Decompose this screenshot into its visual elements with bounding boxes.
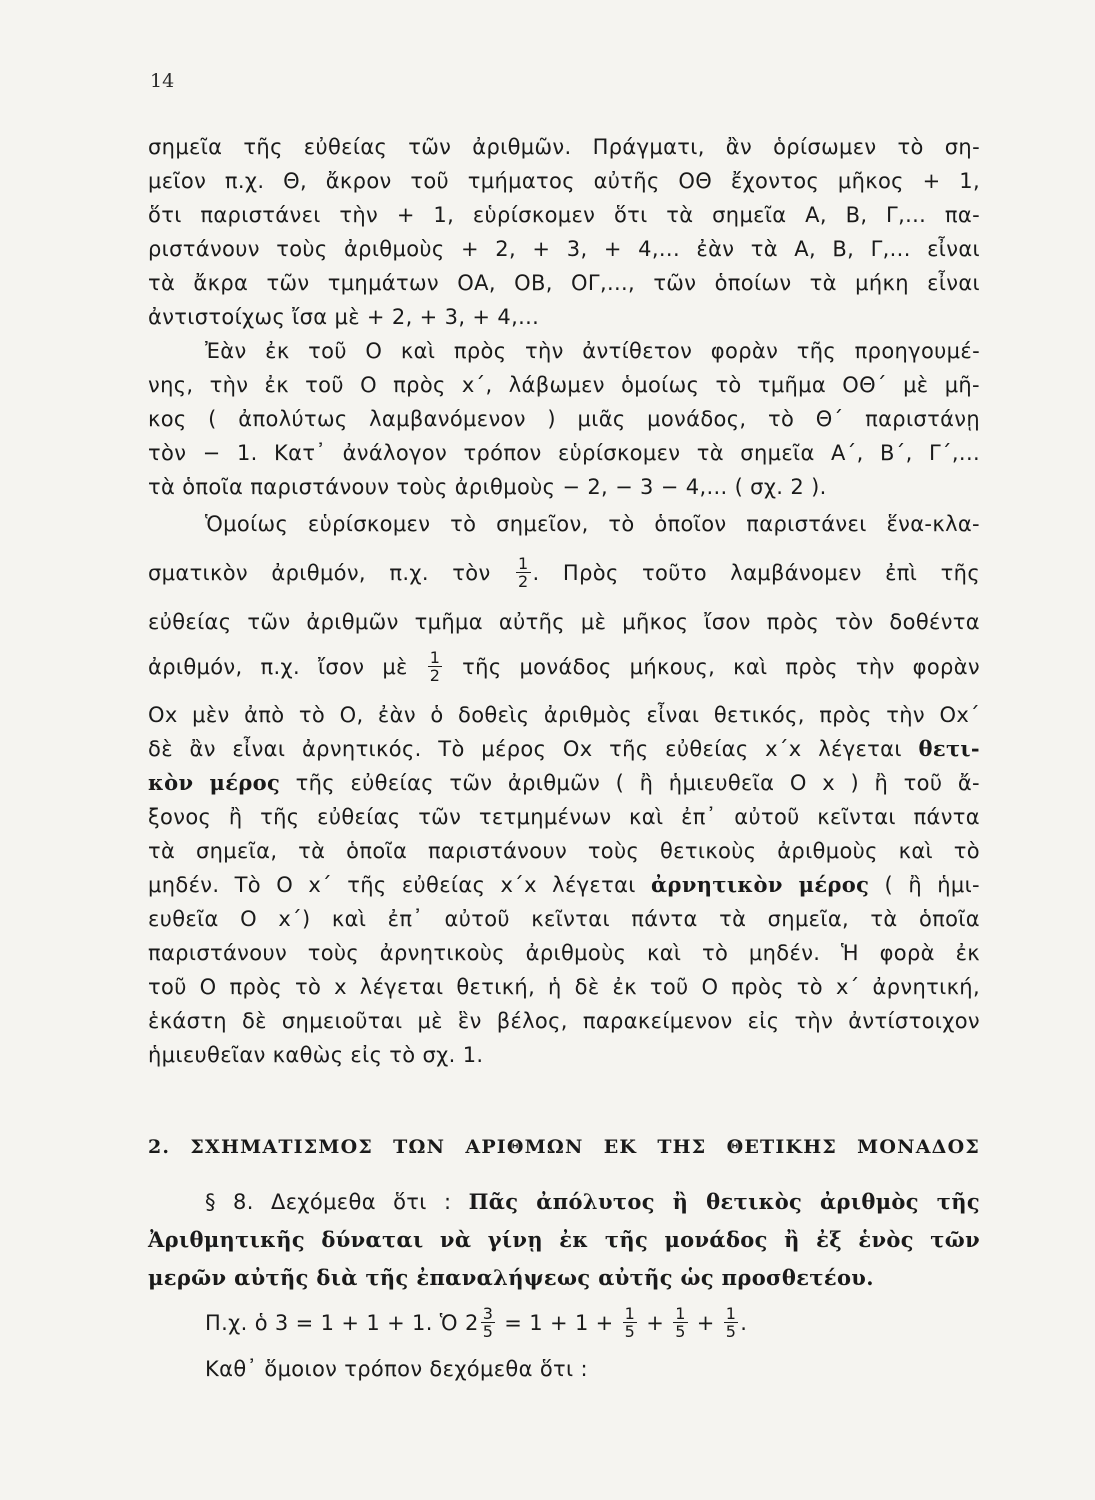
text-line bbox=[148, 553, 980, 592]
fraction-numerator: 3 bbox=[482, 1303, 494, 1323]
text-segment: . Πρὸς τοῦτο λαμβάνομεν ἐπὶ τῆς bbox=[532, 561, 980, 585]
text-line: τὸν − 1. Κατ᾿ ἀνάλογον τρόπον εὑρίσκομεν τὰ σημεῖα Α΄, Β΄, Γ΄,... bbox=[148, 441, 980, 465]
fraction-one-half bbox=[428, 649, 443, 684]
text-line: ξονος ἢ τῆς εὐθείας τῶν τετμημένων καὶ ἐπ᾿ αὐτοῦ κεῖνται πάντα bbox=[148, 805, 980, 829]
fraction-numerator: 1 bbox=[517, 553, 529, 573]
text-line bbox=[148, 766, 980, 800]
text-line: κος ( ἀπολύτως λαμβανόμενον ) μιᾶς μονάδος, τὸ Θ΄ παριστάνῃ bbox=[148, 407, 980, 431]
section-heading: 2. ΣΧΗΜΑΤΙΣΜΟΣ ΤΩΝ ΑΡΙΘΜΩΝ ΕΚ ΤΗΣ ΘΕΤΙΚΗΣ ΜΟΝΑΔΟΣ bbox=[148, 1136, 980, 1158]
fraction-denominator: 2 bbox=[429, 665, 441, 685]
text-line: Ὁμοίως εὑρίσκομεν τὸ σημεῖον, τὸ ὁποῖον παριστάνει ἕνα-κλα- bbox=[205, 512, 980, 536]
page-number: 14 bbox=[150, 70, 175, 92]
text-segment: ἀριθμόν, π.χ. ἴσον μὲ bbox=[148, 655, 408, 679]
text-segment: . bbox=[740, 1311, 748, 1335]
text-segment: = 1 + 1 + bbox=[504, 1311, 614, 1335]
bold-term: θετι- bbox=[918, 736, 980, 761]
text-segment: μηδέν. Τὸ O x΄ τῆς εὐθείας x΄x λέγεται bbox=[148, 873, 636, 897]
text-segment: σματικὸν ἀριθμόν, π.χ. τὸν bbox=[148, 561, 491, 585]
text-segment: τῆς μονάδος μήκους, καὶ πρὸς τὴν φορὰν bbox=[462, 655, 980, 679]
text-line: Ox μὲν ἀπὸ τὸ Ο, ἐὰν ὁ δοθεὶς ἀριθμὸς εἶναι θετικός, πρὸς τὴν Ox΄ bbox=[148, 703, 980, 727]
fraction-one-half bbox=[516, 555, 531, 590]
bold-statement: Ἀριθμητικῆς δύναται νὰ γίνῃ ἐκ τῆς μονάδος ἢ ἐξ ἑνὸς τῶν bbox=[148, 1227, 980, 1252]
example-line bbox=[205, 1303, 980, 1342]
text-line: τὰ ὁποῖα παριστάνουν τοὺς ἀριθμοὺς − 2, − 3 − 4,... ( σχ. 2 ). bbox=[148, 475, 827, 499]
fraction-denominator: 2 bbox=[517, 571, 529, 591]
text-line: τοῦ Ο πρὸς τὸ x λέγεται θετική, ἡ δὲ ἐκ τοῦ Ο πρὸς τὸ x΄ ἀρνητική, bbox=[148, 975, 980, 999]
text-line: εὐθείας τῶν ἀριθμῶν τμῆμα αὐτῆς μὲ μῆκος ἴσον πρὸς τὸν δοθέντα bbox=[148, 610, 980, 634]
text-segment: τῆς εὐθείας τῶν ἀριθμῶν ( ἢ ἡμιευθεῖα O x ) ἢ τοῦ ἄ- bbox=[295, 771, 980, 795]
text-line: μεῖον π.χ. Θ, ἄκρον τοῦ τμήματος αὐτῆς ΟΘ ἔχοντος μῆκος + 1, bbox=[148, 169, 980, 193]
plus-sign: + bbox=[646, 1311, 665, 1335]
text-segment: δὲ ἂν εἶναι ἀρνητικός. Τὸ μέρος Ox τῆς εὐθείας x΄x λέγεται bbox=[148, 737, 902, 761]
bold-statement: μερῶν αὐτῆς διὰ τῆς ἐπαναλήψεως αὐτῆς ὡς προσθετέου. bbox=[148, 1265, 874, 1290]
bold-statement: Πᾶς ἀπόλυτος ἢ θετικὸς ἀριθμὸς τῆς bbox=[468, 1189, 981, 1214]
section-label: § 8. Δεχόμεθα ὅτι : bbox=[205, 1190, 452, 1214]
plus-sign: + bbox=[696, 1311, 715, 1335]
text-line: ἑκάστη δὲ σημειοῦται μὲ ἓν βέλος, παρακείμενον εἰς τὴν ἀντίστοιχον bbox=[148, 1009, 980, 1033]
text-line: ἀντιστοίχως ἴσα μὲ + 2, + 3, + 4,... bbox=[148, 305, 540, 329]
text-line bbox=[205, 1185, 980, 1219]
text-line bbox=[148, 732, 980, 766]
fraction-one-fifth bbox=[724, 1305, 739, 1340]
text-line: ἡμιευθεῖαν καθὼς εἰς τὸ σχ. 1. bbox=[148, 1043, 484, 1067]
fraction-denominator: 5 bbox=[725, 1321, 737, 1341]
text-line: ριστάνουν τοὺς ἀριθμοὺς + 2, + 3, + 4,... ἐὰν τὰ Α, Β, Γ,... εἶναι bbox=[148, 237, 980, 261]
fraction-numerator: 1 bbox=[675, 1303, 686, 1323]
fraction-numerator: 1 bbox=[429, 647, 441, 667]
fraction-one-fifth bbox=[673, 1305, 688, 1340]
text-line bbox=[148, 647, 980, 686]
fraction-numerator: 1 bbox=[624, 1303, 636, 1323]
text-line: νης, τὴν ἐκ τοῦ Ο πρὸς x΄, λάβωμεν ὁμοίως τὸ τμῆμα ΟΘ΄ μὲ μῆ- bbox=[148, 373, 980, 397]
fraction-numerator: 1 bbox=[725, 1303, 737, 1323]
fraction-denominator: 5 bbox=[624, 1321, 636, 1341]
text-segment: Π.χ. ὁ 3 = 1 + 1 + 1. Ὁ 2 bbox=[205, 1311, 479, 1335]
bold-term: ἀρνητικὸν μέρος bbox=[651, 872, 870, 897]
bold-term: κὸν μέρος bbox=[148, 770, 281, 795]
text-segment: ( ἢ ἡμι- bbox=[884, 873, 980, 897]
text-line: ὅτι παριστάνει τὴν + 1, εὑρίσκομεν ὅτι τὰ σημεῖα Α, Β, Γ,... πα- bbox=[148, 203, 980, 227]
text-line: Καθ᾿ ὅμοιον τρόπον δεχόμεθα ὅτι : bbox=[205, 1357, 588, 1381]
text-line: Ἐὰν ἐκ τοῦ Ο καὶ πρὸς τὴν ἀντίθετον φορὰν τῆς προηγουμέ- bbox=[205, 339, 980, 363]
text-line: τὰ ἄκρα τῶν τμημάτων ΟΑ, ΟΒ, ΟΓ,..., τῶν ὁποίων τὰ μήκη εἶναι bbox=[148, 271, 980, 295]
fraction-three-fifths bbox=[481, 1305, 496, 1340]
fraction-denominator: 5 bbox=[675, 1321, 686, 1341]
text-line: παριστάνουν τοὺς ἀρνητικοὺς ἀριθμοὺς καὶ τὸ μηδέν. Ἡ φορὰ ἐκ bbox=[148, 941, 980, 965]
fraction-one-fifth bbox=[623, 1305, 638, 1340]
text-line: τὰ σημεῖα, τὰ ὁποῖα παριστάνουν τοὺς θετικοὺς ἀριθμοὺς καὶ τὸ bbox=[148, 839, 980, 863]
text-line bbox=[148, 868, 980, 902]
text-line: ευθεῖα O x΄) καὶ ἐπ᾿ αὐτοῦ κεῖνται πάντα τὰ σημεῖα, τὰ ὁποῖα bbox=[148, 907, 980, 931]
text-line: σημεῖα τῆς εὐθείας τῶν ἀριθμῶν. Πράγματι, ἂν ὁρίσωμεν τὸ ση- bbox=[148, 135, 980, 159]
fraction-denominator: 5 bbox=[482, 1321, 494, 1341]
